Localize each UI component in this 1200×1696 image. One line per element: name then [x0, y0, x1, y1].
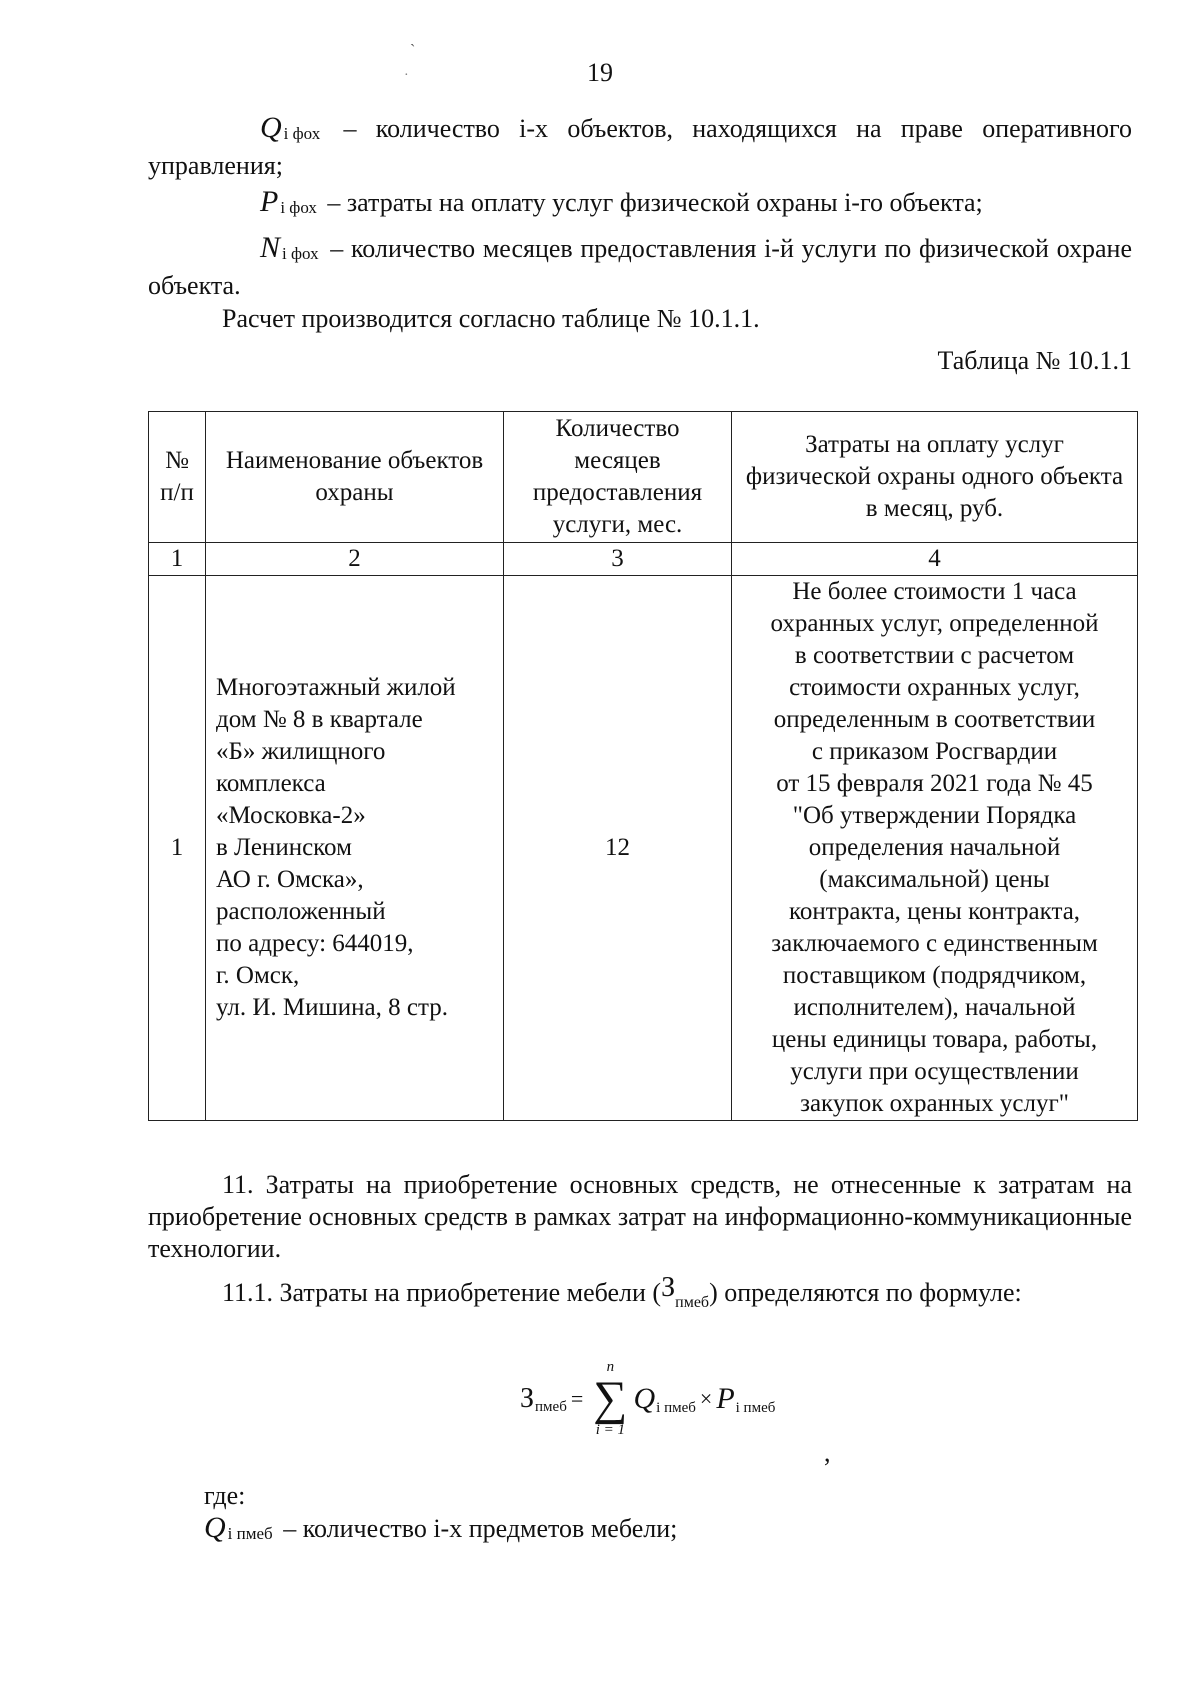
scan-mark-tick: ` [410, 42, 416, 59]
index-months: 3 [504, 543, 732, 576]
calculation-note: Расчет производится согласно таблице № 10.1.1. [222, 304, 760, 333]
sigma-symbol: ∑ [593, 1372, 628, 1425]
definition-p-foh-text: – затраты на оплату услуг физической охраны i-го объекта; [327, 188, 983, 217]
cost-table [148, 411, 1138, 1121]
symbol-q-foh: Q $_{i фох}$ [260, 111, 321, 144]
symbol-p-foh: P $_{i фох}$ [260, 185, 317, 218]
section-11-text: 11. Затраты на приобретение основных средств, не отнесенные к затратам на приобретение основных средств в рамках затрат на информационно-коммуникационные технологии. [148, 1170, 1132, 1263]
definition-n-foh [148, 232, 1132, 302]
header-months: Количество месяцев предоставления услуги, мес. [504, 412, 732, 543]
definition-n-foh-text: – количество месяцев предоставления i-й услуги по физической охране объекта. [148, 234, 1132, 300]
where-label: где: [204, 1481, 246, 1510]
definition-q-pmeb [204, 1512, 1132, 1550]
table-caption: Таблица № 10.1.1 [937, 346, 1132, 375]
page-number: 19 [587, 58, 613, 87]
formula-times: × [699, 1386, 713, 1411]
row-num: 1 [149, 576, 206, 1121]
definition-q-foh-text: – количество i-х объектов, находящихся на праве оперативного управления; [148, 114, 1132, 180]
index-cost: 4 [732, 543, 1138, 576]
symbol-q-pmeb: Q $_{i пмеб}$ [204, 1511, 273, 1544]
definition-q-pmeb-text: – количество i-х предметов мебели; [283, 1514, 678, 1543]
symbol-n-foh: N $_{i фох}$ [260, 231, 319, 264]
scan-mark-dot: · [404, 68, 409, 83]
sum-operator [593, 1360, 627, 1438]
index-num: 1 [149, 543, 206, 576]
sum-upper-limit: n [606, 1359, 615, 1375]
formula-trailing-comma: , [824, 1438, 831, 1467]
table-index-row [149, 543, 1138, 576]
index-name: 2 [206, 543, 504, 576]
definition-q-foh [148, 112, 1132, 182]
row-cost: Не более стоимости 1 часа охранных услуг, определенной в соответствии с расчетом стоимости охранных услуг, определенным в соответствии с приказом Росгвардии от 15 февраля 2021 года № 45 "Об утверждении Порядка определения начальной (максимальной) цены контракта, цены контракта, заключаемого с единственным поставщиком (подрядчиком, исполнителем), начальной цены единицы товара, работы, услуги при осуществлении закупок охранных услуг" [732, 576, 1138, 1121]
row-object-name: Многоэтажный жилой дом № 8 в квартале «Б» жилищного комплекса «Московка-2» в Ленинском АО г. Омска», расположенный по адресу: 644019, г. Омск, ул. И. Мишина, 8 стр. [206, 576, 504, 1121]
header-name: Наименование объектов охраны [206, 412, 504, 543]
row-months: 12 [504, 576, 732, 1121]
formula-lhs: $З_{пмеб}$ [520, 1382, 567, 1415]
table-row [149, 576, 1138, 1121]
table-header-row [149, 412, 1138, 543]
header-cost: Затраты на оплату услуг физической охраны одного объекта в месяц, руб. [732, 412, 1138, 543]
header-num: № п/п [149, 412, 206, 543]
section-11-1-text: 11.1. Затраты на приобретение мебели $(З_{пмеб})$ определяются по формуле: [222, 1272, 1022, 1312]
formula-equals: = [570, 1386, 584, 1411]
formula-q-term: $Q_{i пмеб}$ [633, 1381, 696, 1416]
formula-p-term: $P_{i пмеб}$ [716, 1381, 776, 1416]
furniture-cost-formula [520, 1360, 775, 1438]
sum-lower-limit: i = 1 [595, 1422, 626, 1438]
definition-p-foh [148, 186, 1132, 224]
